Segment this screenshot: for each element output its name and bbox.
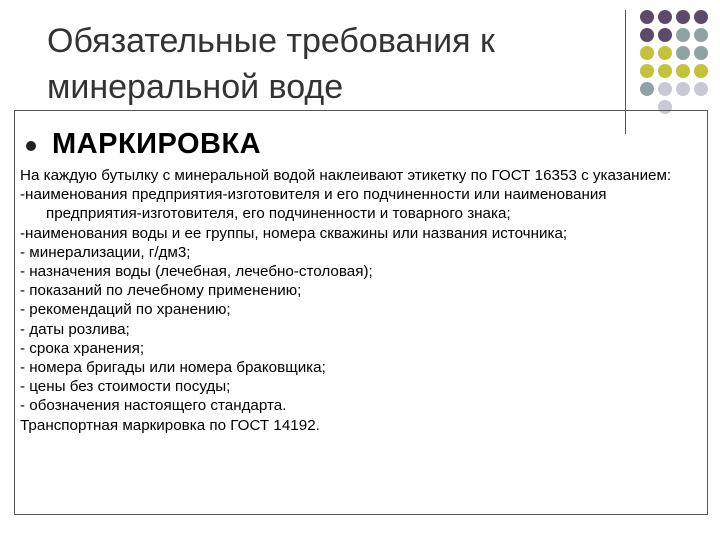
decorative-dot — [640, 28, 654, 42]
paragraph: - назначения воды (лечебная, лечебно-столовая); — [20, 263, 373, 281]
paragraph: - номера бригады или номера браковщика; — [20, 359, 326, 377]
decorative-dot — [658, 64, 672, 78]
paragraph: - рекомендаций по хранению; — [20, 301, 231, 319]
paragraph: -наименования предприятия-изготовителя и его подчиненности или наименования предприятия-изготовителя, его подчиненности и товарного знака; — [20, 186, 607, 223]
decorative-dot — [676, 64, 690, 78]
decorative-dot — [676, 10, 690, 24]
decorative-dot — [658, 10, 672, 24]
decorative-dot — [694, 64, 708, 78]
decorative-dot — [658, 46, 672, 60]
decorative-dot-grid — [640, 10, 716, 114]
decorative-dot — [694, 28, 708, 42]
bullet-icon — [26, 141, 36, 151]
decorative-dot — [640, 82, 654, 96]
paragraph: -наименования воды и ее группы, номера скважины или названия источника; — [20, 224, 568, 242]
paragraph: - показаний по лечебному применению; — [20, 282, 302, 300]
decorative-dot — [694, 82, 708, 96]
paragraph: - минерализации, г/дм3; — [20, 243, 191, 261]
paragraph: - даты розлива; — [20, 320, 130, 338]
decorative-dot — [694, 46, 708, 60]
decorative-dot — [676, 28, 690, 42]
slide-title: Обязательные требования к минеральной воде — [47, 22, 495, 106]
paragraph: - цены без стоимости посуды; — [20, 378, 231, 396]
decorative-dot — [658, 28, 672, 42]
paragraph: - обозначения настоящего стандарта. — [20, 397, 287, 415]
section-heading: МАРКИРОВКА — [52, 127, 262, 160]
paragraph: - срока хранения; — [20, 339, 145, 357]
heading-row — [26, 124, 261, 164]
paragraph: На каждую бутылку с минеральной водой наклеивают этикетку по ГОСТ 16353 с указанием: — [20, 167, 672, 184]
decorative-dot — [640, 10, 654, 24]
paragraph: Транспортная маркировка по ГОСТ 14192. — [20, 416, 320, 434]
decorative-dot — [676, 82, 690, 96]
decorative-dot — [658, 82, 672, 96]
body-text — [20, 166, 700, 435]
decorative-dot — [694, 10, 708, 24]
decorative-dot — [640, 64, 654, 78]
decorative-dot — [640, 46, 654, 60]
decorative-dot — [676, 46, 690, 60]
